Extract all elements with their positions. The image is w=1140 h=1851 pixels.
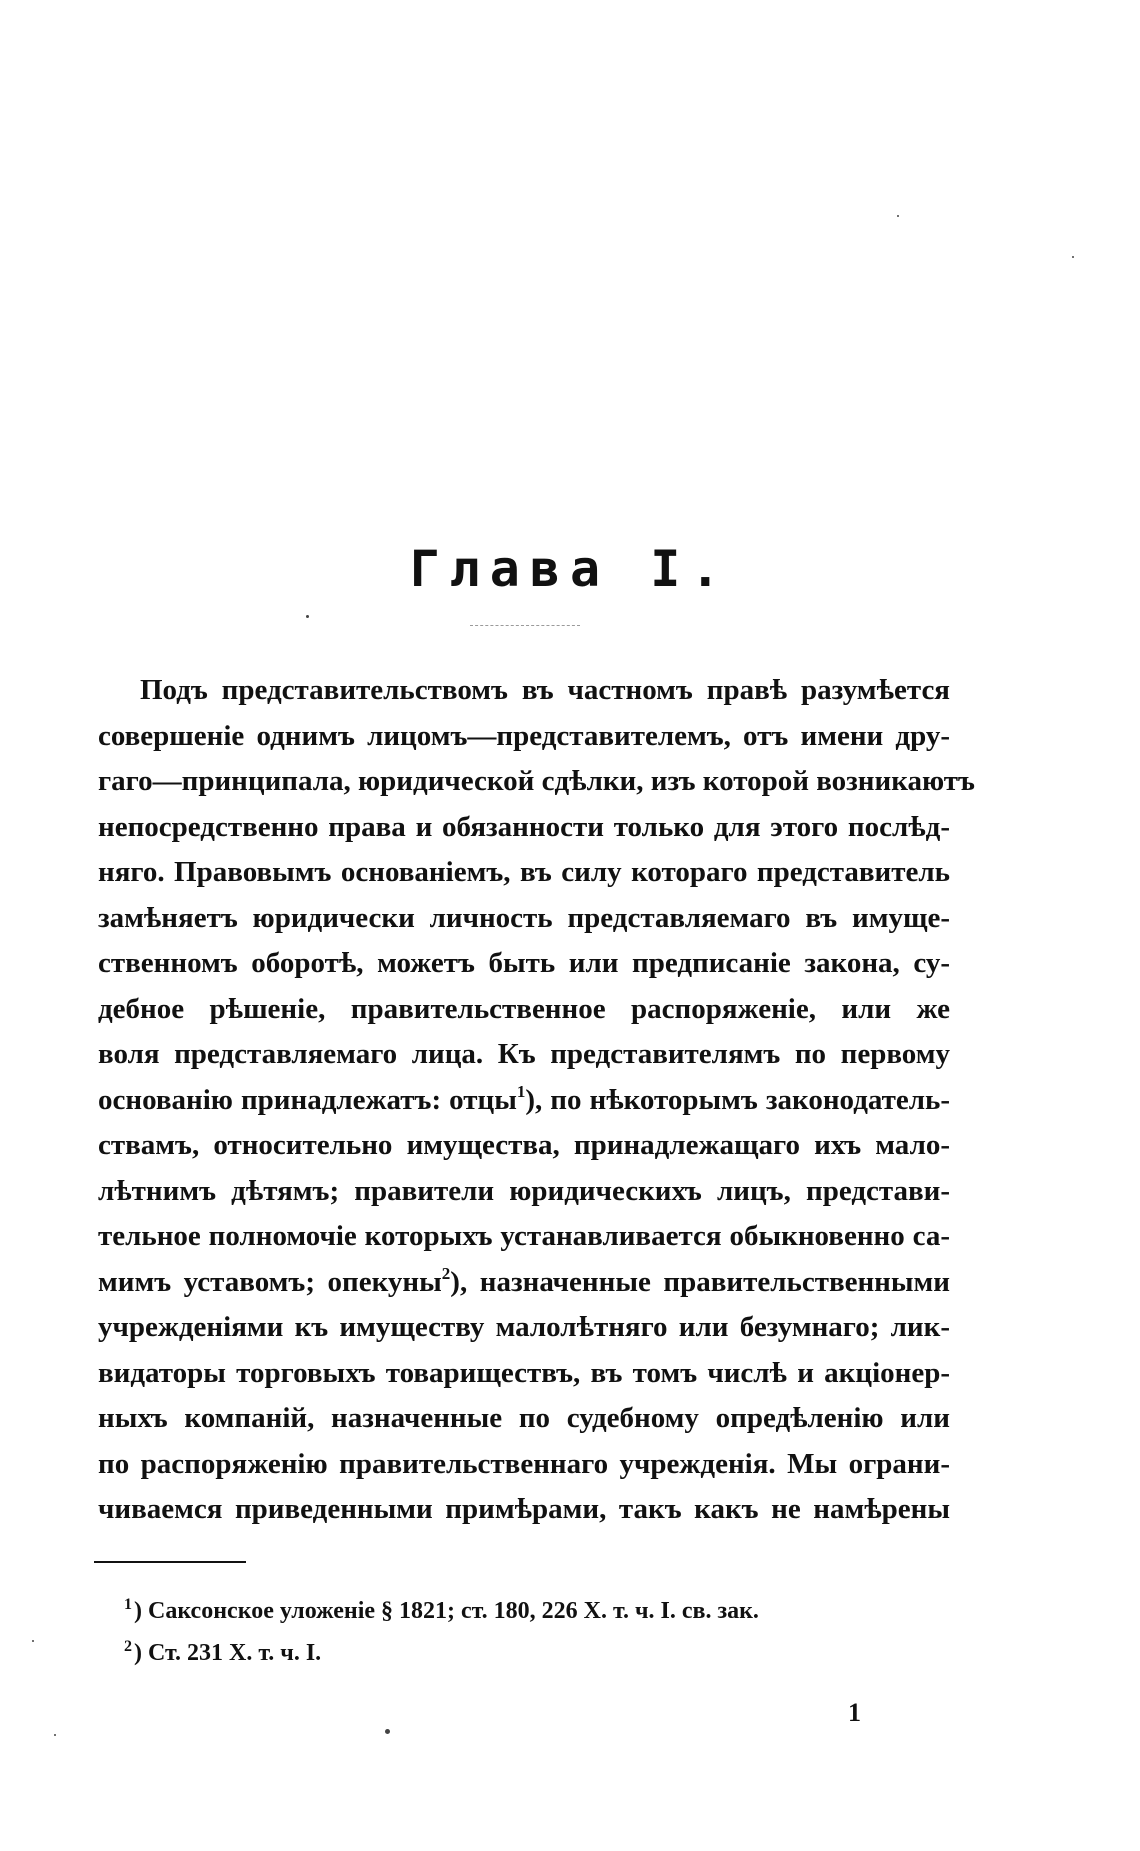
body-line: тельное полномочіе которыхъ устанавливается обыкновенно са- — [98, 1220, 950, 1252]
body-line: по распоряженію правительственнаго учрежденія. Мы ограни- — [98, 1447, 950, 1480]
print-speck — [1072, 256, 1074, 258]
body-line: чиваемся приведенными примѣрами, такъ какъ не намѣрены — [98, 1493, 950, 1525]
body-line: гаго—принципала, юридической сдѣлки, изъ которой возникаютъ — [98, 765, 975, 797]
body-line: основанію принадлежатъ: отцы$^1$), по нѣкоторымъ законодатель- — [98, 1081, 950, 1116]
print-speck — [385, 1729, 390, 1734]
print-speck — [306, 615, 309, 618]
page-number: 1 — [848, 1698, 861, 1727]
print-speck — [897, 215, 899, 217]
body-line: совершеніе однимъ лицомъ—представителемъ, отъ имени дру- — [98, 719, 950, 752]
body-paragraph — [98, 668, 975, 1533]
footnote-reference-1[interactable]: 1 — [516, 1081, 526, 1101]
body-line: Подъ представительствомъ въ частномъ правѣ разумѣется — [140, 674, 950, 706]
body-line: воля представляемаго лица. Къ представителямъ по первому — [98, 1038, 950, 1070]
footnote-separator — [94, 1561, 246, 1563]
footnotes — [124, 1590, 884, 1674]
body-line: учрежденіями къ имуществу малолѣтняго или безумнаго; лик- — [98, 1311, 950, 1343]
body-line: лѣтнимъ дѣтямъ; правители юридическихъ лицъ, представи- — [98, 1174, 950, 1207]
footnote-1: $^1$) Саксонское уложеніе § 1821; ст. 180, 226 X. т. ч. I. св. зак. — [124, 1596, 759, 1624]
body-line: непосредственно права и обязанности только для этого послѣд- — [98, 810, 950, 843]
chapter-title: Глава I. — [409, 540, 731, 598]
print-speck — [32, 1640, 34, 1642]
body-line: ственномъ оборотѣ, можетъ быть или предписаніе закона, су- — [98, 947, 950, 979]
body-line: няго. Правовымъ основаніемъ, въ силу котораго представитель — [98, 856, 950, 888]
footnote-reference-2[interactable]: 2 — [441, 1263, 451, 1283]
footnote-2: $^2$) Ст. 231 X. т. ч. I. — [124, 1638, 322, 1666]
body-line: видаторы торговыхъ товариществъ, въ томъ числѣ и акціонер- — [98, 1356, 950, 1389]
title-ornament-rule — [470, 625, 580, 626]
body-line: ствамъ, относительно имущества, принадлежащаго ихъ мало- — [98, 1129, 950, 1161]
print-speck — [54, 1734, 56, 1736]
body-line: замѣняетъ юридически личность представляемаго въ имуще- — [98, 901, 950, 934]
body-line: ныхъ компаній, назначенные по судебному опредѣленію или — [98, 1402, 950, 1434]
body-line: дебное рѣшеніе, правительственное распоряженіе, или же — [98, 992, 950, 1025]
body-line: мимъ уставомъ; опекуны$^2$), назначенные правительственными — [98, 1263, 950, 1298]
